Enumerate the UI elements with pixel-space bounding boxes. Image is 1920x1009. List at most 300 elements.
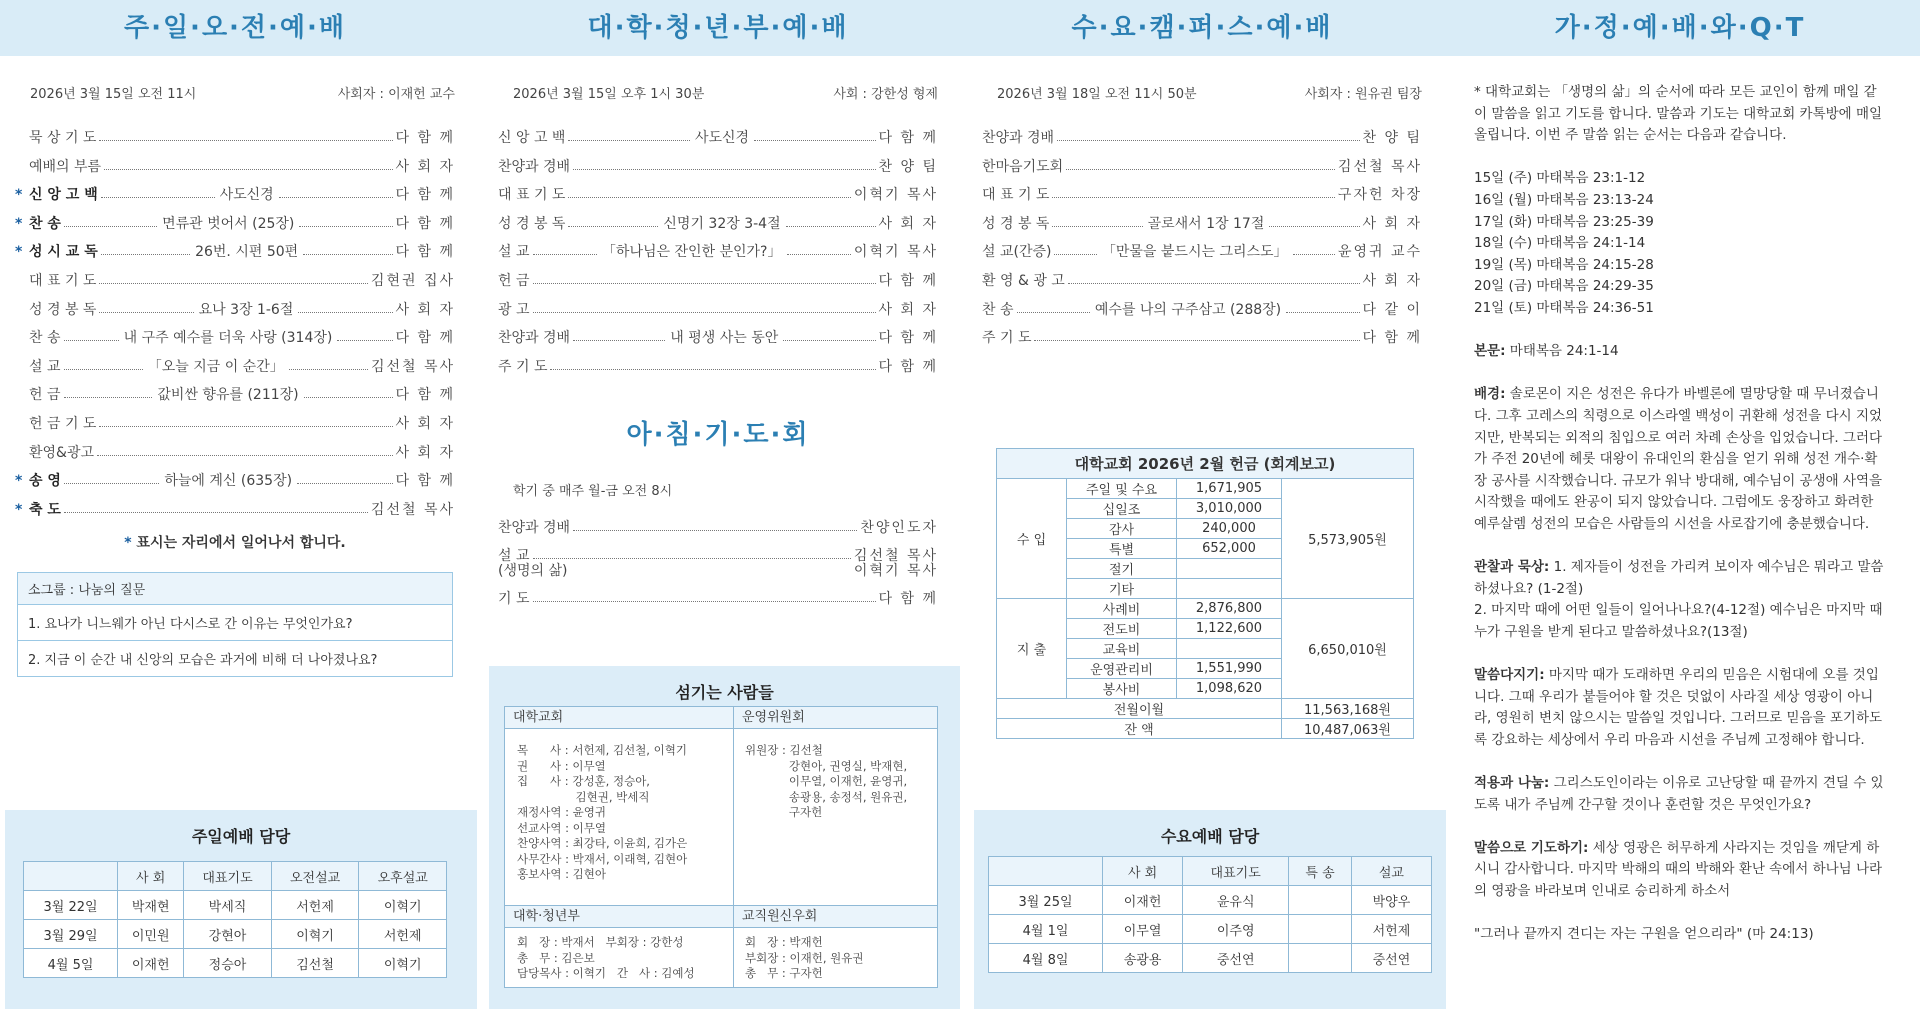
college-date: 2026년 3월 15일 오후 1시 30분 [513,87,705,102]
qt-reading-item: 15일 (주) 마태복음 23:1-12 [1474,170,1646,187]
order-item-label: 찬 송 [29,215,61,232]
order-item-label: 성 경 봉 독 [498,215,566,232]
duty-cell: 이혁기 [359,891,447,920]
sunday-order-row [15,181,455,210]
duty-header-row [24,862,447,891]
star-mark [15,153,29,182]
duty-header-cell: 사 회 [1103,857,1183,886]
qt-bg-label: 배경: [1474,386,1506,403]
order-item-label: 찬 송 [29,330,61,347]
duty-cell: 이무열 [1103,915,1183,944]
star-mark: * [15,215,23,232]
dotted-leader [1066,153,1335,170]
order-item-detail: 26번. 시편 50편 [193,238,300,267]
sunday-date: 2026년 3월 15일 오전 11시 [30,87,197,102]
dotted-leader [1034,324,1359,341]
server-line: 찬양사역 : 최강타, 이윤희, 김가은 [517,836,688,850]
order-item-leader: 다 함 께 [395,387,456,404]
order-item-detail: 하늘에 계신 (635장) [162,467,294,496]
server-line: 회 장 : 박재서 부회장 : 강한성 [517,935,684,949]
college-order-row [498,124,938,153]
duty-cell: 중선연 [1351,944,1431,973]
college-host: 사회 : 강한성 형제 [833,87,938,102]
dotted-leader [299,210,392,227]
qt-obs-1: 1. 제자들이 성전을 가리켜 보이자 예수님은 뭐라고 말씀하셨나요? (1-2절) [1474,559,1884,597]
sunday-order-row [15,496,455,525]
sunday-order-list [15,124,455,524]
dotted-leader [279,181,393,198]
duty-header-cell [24,862,118,891]
dotted-leader [99,410,392,427]
star-mark [15,439,29,468]
qt-reading-item: 18일 (수) 마태복음 24:1-14 [1474,235,1646,252]
wednesday-order-row [982,124,1422,153]
order-item-label: 주 기 도 [498,358,548,375]
order-item-label: 축 도 [29,501,61,518]
wednesday-date: 2026년 3월 18일 오전 11시 50분 [997,87,1197,102]
title-wednesday-service: 수·요·캠·퍼·스·예·배 [1071,13,1333,43]
order-item-detail: 「오늘 지금 이 순간」 [146,353,286,382]
wednesday-meta [982,83,1422,105]
small-group-question-2: 2. 지금 이 순간 내 신앙의 모습은 과거에 비해 더 나아졌나요? [28,653,378,668]
duty-cell: 이민원 [118,920,184,949]
balance-label: 잔 액 [997,719,1282,739]
server-line: 홍보사역 : 김현아 [517,867,606,881]
acct-carry-row [997,699,1414,719]
duty-cell: 이혁기 [359,949,447,978]
college-order-row [498,210,938,239]
order-item-detail: 「만물을 붙드시는 그리스도」 [1100,238,1290,267]
order-item-leader: 김선철 목사 [370,501,455,518]
offering-report-table [996,448,1414,739]
duty-row [24,949,447,978]
dotted-leader [99,267,367,284]
order-item-leader: 사 회 자 [395,158,455,175]
qt-reading-item: 16일 (월) 마태복음 23:13-24 [1474,191,1654,208]
duty-cell: 박양우 [1351,886,1431,915]
dotted-leader [573,514,857,531]
server-line: 구자헌 [745,805,823,819]
sunday-duty-title: 주일예배 담당 [191,827,291,846]
order-item-leader: 사 회 자 [1362,272,1422,289]
wednesday-order-row [982,267,1422,296]
acct-item-name: 사례비 [1067,599,1177,619]
duty-header-cell: 대표기도 [184,862,272,891]
sunday-meta [15,83,455,105]
server-line: 선교사역 : 이무열 [517,820,606,835]
acct-title-row [997,449,1414,479]
server-line: 집 사 : 강성훈, 정승아, [517,774,650,788]
dotted-leader [787,238,851,255]
order-item-leader: 다 함 께 [878,272,938,289]
order-item-label: 대 표 기 도 [29,272,97,289]
qt-background [1474,384,1886,535]
acct-item-name: 전도비 [1067,619,1177,639]
order-item-label: 송 영 [29,473,61,490]
dotted-leader [568,210,658,227]
dotted-leader [533,267,876,284]
server-line: 송광용, 송정석, 원유권, [745,789,908,804]
star-mark: * [15,473,23,490]
sunday-order-row [15,410,455,439]
duty-cell [1289,944,1352,973]
acct-item-amount: 240,000 [1177,519,1282,539]
dotted-leader [64,353,143,370]
small-group-box [17,572,453,677]
order-item-label: 신 앙 고 백 [498,130,566,146]
order-item-label: 헌 금 기 도 [29,415,97,432]
duty-row [989,944,1432,973]
dotted-leader [297,467,392,484]
qt-pray-label: 말씀으로 기도하기: [1474,839,1589,856]
order-item-label: 헌 금 [498,272,530,289]
duty-cell: 3월 29일 [24,920,118,949]
acct-item-amount: 1,671,905 [1177,479,1282,499]
dotted-leader [1293,238,1335,255]
star-mark [15,267,29,296]
order-item-leader: 다 함 께 [878,358,938,375]
duty-cell: 3월 22일 [24,891,118,920]
acct-item-name: 기타 [1067,579,1177,599]
college-order-row [498,353,938,382]
sunday-order-row [15,153,455,182]
dotted-leader [101,181,215,198]
order-item-label: 설 교 [498,244,530,261]
wednesday-order-row [982,238,1422,267]
order-item-label: 주 기 도 [982,330,1032,347]
server-line: 위원장 : 김선철 [745,743,823,757]
order-item-leader: 다 함 께 [1362,330,1422,347]
college-order-row [498,238,938,267]
duty-cell: 이주영 [1183,915,1289,944]
star-mark: * [15,187,23,204]
order-item-leader: 다 함 께 [395,473,455,490]
univ-church-heading: 대학교회 [505,707,733,729]
order-item-leader: 이혁기 목사 [853,187,938,204]
acct-item-amount: 1,122,600 [1177,619,1282,639]
duty-header-cell: 특 송 [1289,857,1352,886]
order-item-label: 찬 송 [982,301,1014,318]
dotted-leader [64,467,159,484]
sunday-order-row [15,439,455,468]
sunday-order-row [15,210,455,239]
order-item-leader: 김선철 목사 [370,358,456,375]
order-item-leader: 구자헌 차장 [1337,187,1422,204]
qt-reading-item: 19일 (목) 마태복음 24:15-28 [1474,256,1654,273]
wednesday-duty-table [988,856,1432,973]
qt-obs-2: 2. 마지막 때에 어떤 일들이 일어나나요?(4-12절) 예수님은 마지막 때 누가 구원을 받게 된다고 말씀하셨나요?(13절) [1474,602,1883,640]
sunday-order-row [15,353,455,382]
server-line: 재정사역 : 윤영귀 [517,805,606,819]
qt-reading-item: 17일 (화) 마태복음 23:25-39 [1474,213,1654,230]
acct-item-name: 특별 [1067,539,1177,559]
wednesday-host: 사회자 : 원유권 팀장 [1304,87,1422,102]
order-item-leader: 사 회 자 [395,444,455,461]
duty-header-cell: 오전설교 [271,862,359,891]
sunday-order-row [15,296,455,325]
dotted-leader [99,124,392,141]
qt-text-value: 마태복음 24:1-14 [1509,343,1619,360]
acct-item-name: 봉사비 [1067,679,1177,699]
duty-cell: 송광용 [1103,944,1183,973]
star-mark [15,410,29,439]
order-item-leader: 다 함 께 [395,215,456,232]
order-item-leader: 다 함 께 [395,244,455,261]
order-item-detail: 신명기 32장 3-4절 [661,210,782,239]
qt-apply [1474,773,1886,816]
servers-divider-v [733,707,734,987]
server-line: 김현권, 박세직 [517,789,650,804]
dotted-leader [786,210,876,227]
order-item-label: 찬양과 경배 [498,520,571,536]
order-item-detail: 예수를 나의 구주삼고 (288장) [1093,296,1283,325]
morning-prayer-order [498,514,938,613]
dotted-leader [64,210,157,227]
dotted-leader [298,296,392,313]
small-group-question-1: 1. 요나가 니느웨가 아닌 다시스로 간 이유는 무엇인가요? [18,605,452,641]
order-item-leader: 김선철 목사 [853,547,938,564]
expense-total: 6,650,010원 [1282,599,1414,699]
qt-apply-value: 그리스도인이라는 이유로 고난당할 때 끝까지 견딜 수 있도록 내가 주님께 간구할 것이나 훈련할 것은 무엇인가요? [1474,775,1884,813]
acct-item-amount: 3,010,000 [1177,499,1282,519]
dotted-leader [1052,181,1334,198]
duty-cell [1289,915,1352,944]
qt-reading-item: 21일 (토) 마태복음 24:36-51 [1474,299,1654,316]
order-item-label: 설 교 [29,358,61,375]
dotted-leader [97,439,393,456]
server-line: 권 사 : 이무열 [517,758,606,773]
order-item-detail: 사도신경 [218,181,276,210]
qt-text [1474,341,1886,363]
college-order-row [498,181,938,210]
dotted-leader [550,353,875,370]
duty-header-cell: 설교 [1351,857,1431,886]
order-item-label: 기 도 [498,590,530,607]
acct-item-amount: 652,000 [1177,539,1282,559]
order-item-label: 찬양과 경배 [498,330,571,347]
morning-order-row [498,585,938,614]
staff-assoc-list [745,935,863,982]
duty-header-cell: 오후설교 [359,862,447,891]
order-item-label: 신 앙 고 백 [29,187,98,204]
order-item-leader: 이혁기 목사 [853,562,938,579]
duty-cell: 이재헌 [118,949,184,978]
duty-header-cell: 대표기도 [1183,857,1289,886]
qt-word-label: 말씀다지기: [1474,667,1545,684]
order-item-leader: 찬 양 팀 [878,158,938,175]
qt-column [1474,82,1886,967]
wednesday-order-row [982,153,1422,182]
duty-cell: 서헌제 [359,920,447,949]
order-item-detail: 요나 3장 1-6절 [197,296,296,325]
wednesday-order-list [982,124,1422,353]
college-order-row [498,324,938,353]
sunday-order-row [15,467,455,496]
duty-header-row [989,857,1432,886]
wednesday-order-row [982,324,1422,353]
order-item-leader: 찬양인도자 [860,520,938,536]
dotted-leader [573,324,665,341]
dotted-leader [568,124,689,141]
acct-item-amount: 2,876,800 [1177,599,1282,619]
dotted-leader [1052,210,1142,227]
order-item-label: 대 표 기 도 [498,187,566,204]
college-order-row [498,267,938,296]
dotted-leader [533,549,851,559]
balance-amount: 10,487,063원 [1282,719,1414,739]
carry-amount: 11,563,168원 [1282,699,1414,719]
committee-list [745,743,907,821]
sunday-duty-panel [5,810,477,1009]
star-mark [15,324,29,353]
dotted-leader [1017,296,1090,313]
acct-income-row [997,479,1414,499]
duty-row [24,891,447,920]
college-order-list [498,124,938,381]
order-item-leader: 다 함 께 [878,330,938,347]
morning-order-row [498,564,938,579]
sunday-order-row [15,324,455,353]
dotted-leader [104,153,392,170]
star-mark [15,381,29,410]
staff-assoc-heading: 교직원신우회 [734,906,937,928]
duty-cell: 박세직 [184,891,272,920]
server-line: 총 무 : 구자헌 [745,966,823,980]
order-item-detail: 내 구주 예수를 더욱 사랑 (314장) [122,324,335,353]
duty-cell: 강현아 [184,920,272,949]
dotted-leader [303,238,392,255]
server-line: 사무간사 : 박재서, 이래혁, 김현아 [517,851,688,866]
order-item-detail: 내 평생 사는 동안 [668,324,780,353]
order-item-leader: 다 함 께 [878,590,938,607]
title-college-service: 대·학·청·년·부·예·배 [587,13,849,43]
duty-cell: 3월 25일 [989,886,1103,915]
order-item-label: 예배의 부름 [29,158,102,175]
duty-header-cell: 사 회 [118,862,184,891]
dotted-leader [533,296,876,313]
acct-expense-row [997,599,1414,619]
univ-church-list [517,743,687,883]
expense-label: 지 출 [997,599,1067,699]
wednesday-duty-panel [974,810,1446,1009]
order-item-label: 한마음기도회 [982,158,1064,175]
duty-cell: 이혁기 [271,920,359,949]
dotted-leader [1269,210,1359,227]
small-group-title: 소그룹 : 나눔의 질문 [18,573,452,605]
dotted-leader [573,153,875,170]
order-item-detail: 사도신경 [693,124,751,153]
star-mark [15,353,29,382]
dotted-leader [64,496,368,513]
dotted-leader [783,324,875,341]
duty-row [989,886,1432,915]
acct-item-name: 교육비 [1067,639,1177,659]
dotted-leader [304,381,393,398]
qt-obs-label: 관찰과 묵상: [1474,559,1550,576]
acct-balance-row [997,719,1414,739]
sunday-order-row [15,267,455,296]
income-label: 수 입 [997,479,1067,599]
order-item-leader: 김현권 집사 [370,272,455,289]
order-item-leader: 사 회 자 [395,301,455,318]
acct-item-amount [1177,579,1282,599]
qt-verse: "그러나 끝까지 견디는 자는 구원을 얻으리라" (마 24:13) [1474,926,1814,943]
server-line: 담당목사 : 이혁기 간 사 : 김예성 [517,966,695,980]
title-home-worship-qt: 가·정·예·배·와·Q·T [1554,13,1806,43]
dotted-leader [64,381,153,398]
dotted-leader [99,296,193,313]
order-item-label: (생명의 삶) [498,562,568,579]
dotted-leader [568,181,850,198]
acct-item-amount: 1,551,990 [1177,659,1282,679]
dotted-leader [533,585,876,602]
server-line: 목 사 : 서헌제, 김선철, 이혁기 [517,743,687,757]
wednesday-order-row [982,296,1422,325]
servers-title: 섬기는 사람들 [675,683,774,702]
sunday-host: 사회자 : 이재헌 교수 [337,87,455,102]
qt-text-label: 본문: [1474,343,1506,360]
dotted-leader [1054,238,1096,255]
qt-pray-value: 세상 영광은 허무하게 사라지는 것임을 깨닫게 하시니 감사합니다. 마지막 박해의 때의 박해와 환난 속에서 하나님 나라의 영광을 바라보며 인내로 승리하게 하소서 [1474,839,1883,899]
order-item-leader: 윤영귀 교수 [1337,244,1423,261]
college-order-row [498,296,938,325]
star-mark [15,296,29,325]
sunday-order-row [15,381,455,410]
qt-intro: * 대학교회는 「생명의 삶」의 순서에 따라 모든 교인이 함께 매일 같이 말씀을 읽고 기도를 합니다. 말씀과 기도는 대학교회 카톡방에 매일 올립니다. 이번 주 말씀 읽는 순서는 다음과 같습니다. [1474,84,1883,144]
order-item-label: 광 고 [498,301,530,318]
wednesday-order-row [982,210,1422,239]
college-meta [498,83,938,105]
server-line: 이무열, 이재헌, 윤영귀, [745,774,908,788]
acct-item-name: 운영관리비 [1067,659,1177,679]
standing-note-text: 표시는 자리에서 일어나서 합니다. [136,535,346,551]
qt-word-value: 마지막 때가 도래하면 우리의 믿음은 시험대에 오를 것입니다. 그때 우리가 붙들어야 할 것은 덧없이 사라질 세상 영광이 아니라, 영원히 변치 않으시는 말씀일 것입니다. 그러므로 믿음을 포기하도록 강요하는 세상에서 우리 마음과 시선을 주님께 고정해야 합니다. [1474,667,1883,748]
qt-bg-value: 솔로몬이 지은 성전은 유다가 바벨론에 멸망당할 때 무너졌습니다. 그후 고레스의 칙령으로 이스라엘 백성이 귀환해 성전을 다시 지었지만, 반복되는 외적의 침입으로 여러 차례 손상을 입었습니다. 그러다가 주전 20년에 헤롯 대왕이 유대인의 환심을 얻기 위해 성전 개수·확장 공사를 시작했습니다. 규모가 워낙 방대해, 예수님이 공생애 사역을 시작했을 때에도 완공이 되지 않았습니다. 그럼에도 웅장하고 화려한 예루살렘 성전의 모습은 사람들의 시선을 사로잡기에 충분했습니다. [1474,386,1883,532]
dotted-leader [64,324,119,341]
order-item-label: 성 시 교 독 [29,244,98,261]
order-item-detail: 「하나님은 잔인한 분인가?」 [600,238,784,267]
order-item-label: 대 표 기 도 [982,187,1050,204]
acct-item-amount [1177,559,1282,579]
duty-row [989,915,1432,944]
duty-cell: 이재헌 [1103,886,1183,915]
order-item-detail: 골로새서 1장 17절 [1146,210,1267,239]
acct-item-name: 십일조 [1067,499,1177,519]
dotted-leader [289,353,368,370]
duty-cell: 김선철 [271,949,359,978]
order-item-leader: 찬 양 팀 [1362,130,1422,146]
dotted-leader [533,238,597,255]
dotted-leader [337,324,392,341]
sunday-order-row [15,124,455,153]
duty-cell: 서헌제 [1351,915,1431,944]
order-item-label: 찬양과 경배 [498,158,571,175]
qt-readings [1474,168,1886,319]
wednesday-duty-title: 수요예배 담당 [1160,827,1260,846]
acct-title: 대학교회 2026년 2월 헌금 (회계보고) [997,449,1414,479]
order-item-label: 환영&광고 [29,444,95,461]
standing-note [15,532,455,552]
duty-cell: 4월 5일 [24,949,118,978]
order-item-label: 성 경 봉 독 [982,215,1050,232]
acct-item-amount [1177,639,1282,659]
duty-cell: 4월 1일 [989,915,1103,944]
acct-item-amount: 1,098,620 [1177,679,1282,699]
servers-box [504,706,938,988]
wednesday-order-row [982,181,1422,210]
order-item-detail: 면류관 벗어서 (25장) [160,210,296,239]
server-line: 회 장 : 박재헌 [745,935,823,949]
